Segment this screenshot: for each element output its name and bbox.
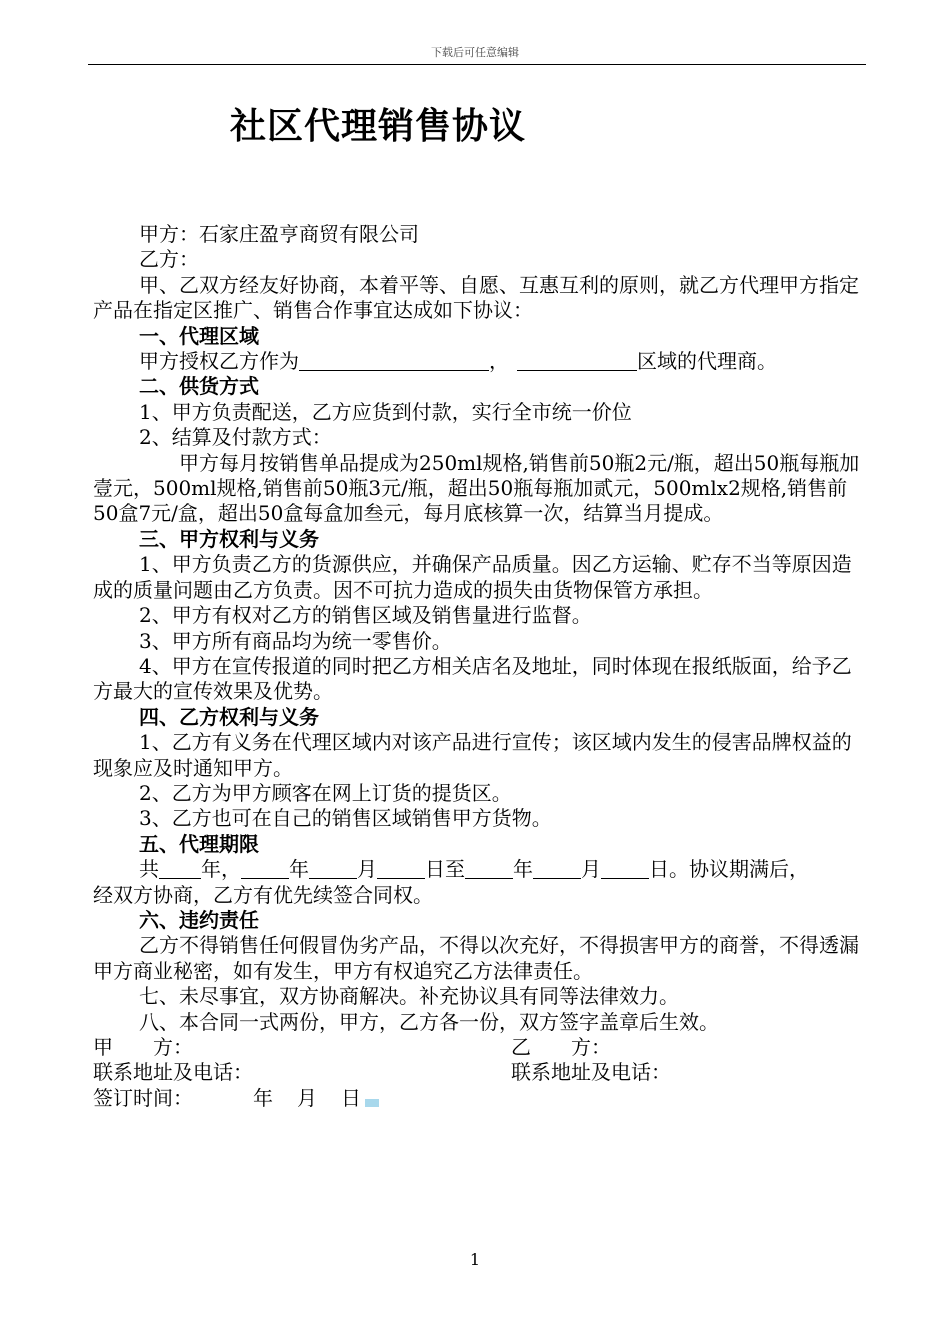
party-a-contact: 联系地址及电话：: [93, 1060, 253, 1085]
header-note: 下载后可任意编辑: [431, 46, 519, 59]
section-3-item-2: 2、甲方有权对乙方的销售区域及销售量进行监督。: [139, 603, 592, 628]
section-3-item-1: 1、甲方负责乙方的货源供应，并确保产品质量。因乙方运输、贮存不当等原因造成的质量问题由乙方负责。因不可抗力造成的损失由货物保管方承担。: [93, 552, 852, 602]
contact-row: [93, 1060, 863, 1085]
section-3-item-4: 4、甲方在宣传报道的同时把乙方相关店名及地址，同时体现在报纸版面，给予乙方最大的宣传效果及优势。: [93, 653, 852, 704]
term-line-2: 经双方协商，乙方有优先续签合同权。: [93, 882, 433, 907]
header-rule: [88, 64, 866, 65]
term-ri-zhi: 日至: [425, 857, 465, 882]
signing-date-label: 签订时间：: [93, 1085, 193, 1110]
end-day-blank: [601, 858, 649, 879]
party-b-line: 乙方：: [139, 247, 199, 272]
section-6-heading: 六、违约责任: [139, 907, 259, 932]
section-4-item-2: 2、乙方为甲方顾客在网上订货的提货区。: [139, 780, 512, 805]
section-2-heading: 二、供货方式: [139, 374, 259, 399]
section-5-heading: 五、代理期限: [139, 831, 259, 856]
s1-text-before: 甲方授权乙方作为: [139, 349, 299, 374]
term-nian: 年，: [201, 857, 241, 882]
term-nian-2: 年: [289, 857, 309, 882]
end-year-blank: [465, 858, 513, 879]
signing-date-line: [93, 1086, 863, 1111]
term-yue: 月: [357, 857, 377, 882]
s1-text-after: 区域的代理商。: [637, 349, 777, 374]
section-4-item-3: 3、乙方也可在自己的销售区域销售甲方货物。: [139, 806, 552, 831]
region-blank: [517, 350, 637, 371]
section-3-item-3: 3、甲方所有商品均为统一零售价。: [139, 628, 452, 653]
party-a-signature: 甲 方：: [93, 1035, 193, 1059]
text-cursor-marker: [365, 1099, 379, 1107]
intro-paragraph: 甲、乙双方经友好协商，本着平等、自愿、互惠互利的原则，就乙方代理甲方指定产品在指定区推广、销售合作事宜达成如下协议：: [93, 272, 859, 323]
signing-date-year: 年: [253, 1085, 273, 1110]
signing-date-day: 日: [341, 1085, 361, 1110]
party-a-line: 甲方：石家庄盈亨商贸有限公司: [139, 222, 419, 246]
section-4-item-1: 1、乙方有义务在代理区域内对该产品进行宣传；该区域内发生的侵害品牌权益的现象应及时通知甲方。: [93, 730, 852, 780]
start-year-blank: [241, 858, 289, 879]
document-title: 社区代理销售协议: [230, 106, 527, 147]
section-6-text: 乙方不得销售任何假冒伪劣产品，不得以次充好，不得损害甲方的商誉，不得透漏甲方商业秘密，如有发生，甲方有权追究乙方法律责任。: [93, 933, 859, 983]
party-b-contact: 联系地址及电话：: [511, 1060, 671, 1085]
section-8-text: 八、本合同一式两份，甲方，乙方各一份，双方签字盖章后生效。: [139, 1009, 719, 1034]
party-b-signature: 乙 方：: [511, 1035, 611, 1059]
section-7-text: 七、未尽事宜，双方协商解决。补充协议具有同等法律效力。: [139, 984, 679, 1009]
term-ri-end: 日。协议期满后，: [649, 857, 809, 882]
s1-separator: ，: [489, 349, 509, 374]
section-2-item-2: 2、结算及付款方式：: [139, 425, 332, 450]
term-gong: 共: [139, 857, 159, 882]
start-day-blank: [377, 858, 425, 879]
signature-row: [93, 1035, 863, 1060]
section-1-text: [93, 349, 863, 374]
term-years-blank: [159, 858, 201, 879]
document-body: [93, 222, 863, 1111]
term-line: [93, 857, 863, 882]
term-nian-3: 年: [513, 857, 533, 882]
signing-date-month: 月: [297, 1085, 317, 1110]
section-1-heading: 一、代理区域: [139, 323, 259, 348]
section-3-heading: 三、甲方权利与义务: [139, 526, 319, 551]
section-4-heading: 四、乙方权利与义务: [139, 704, 319, 729]
section-2-detail: 甲方每月按销售单品提成为250ml规格,销售前50瓶2元/瓶，超出50瓶每瓶加壹元，500ml规格,销售前50瓶3元/瓶，超出50瓶每瓶加贰元，500mlx2规格,销售前50盒7元/盒，超出50盒每盒加叁元，每月底核算一次，结算当月提成。: [93, 450, 860, 526]
agent-name-blank: [299, 350, 489, 371]
term-yue-2: 月: [581, 857, 601, 882]
section-2-item-1: 1、甲方负责配送，乙方应货到付款，实行全市统一价位: [139, 399, 632, 424]
end-month-blank: [533, 858, 581, 879]
start-month-blank: [309, 858, 357, 879]
page-number: 1: [469, 1250, 481, 1269]
